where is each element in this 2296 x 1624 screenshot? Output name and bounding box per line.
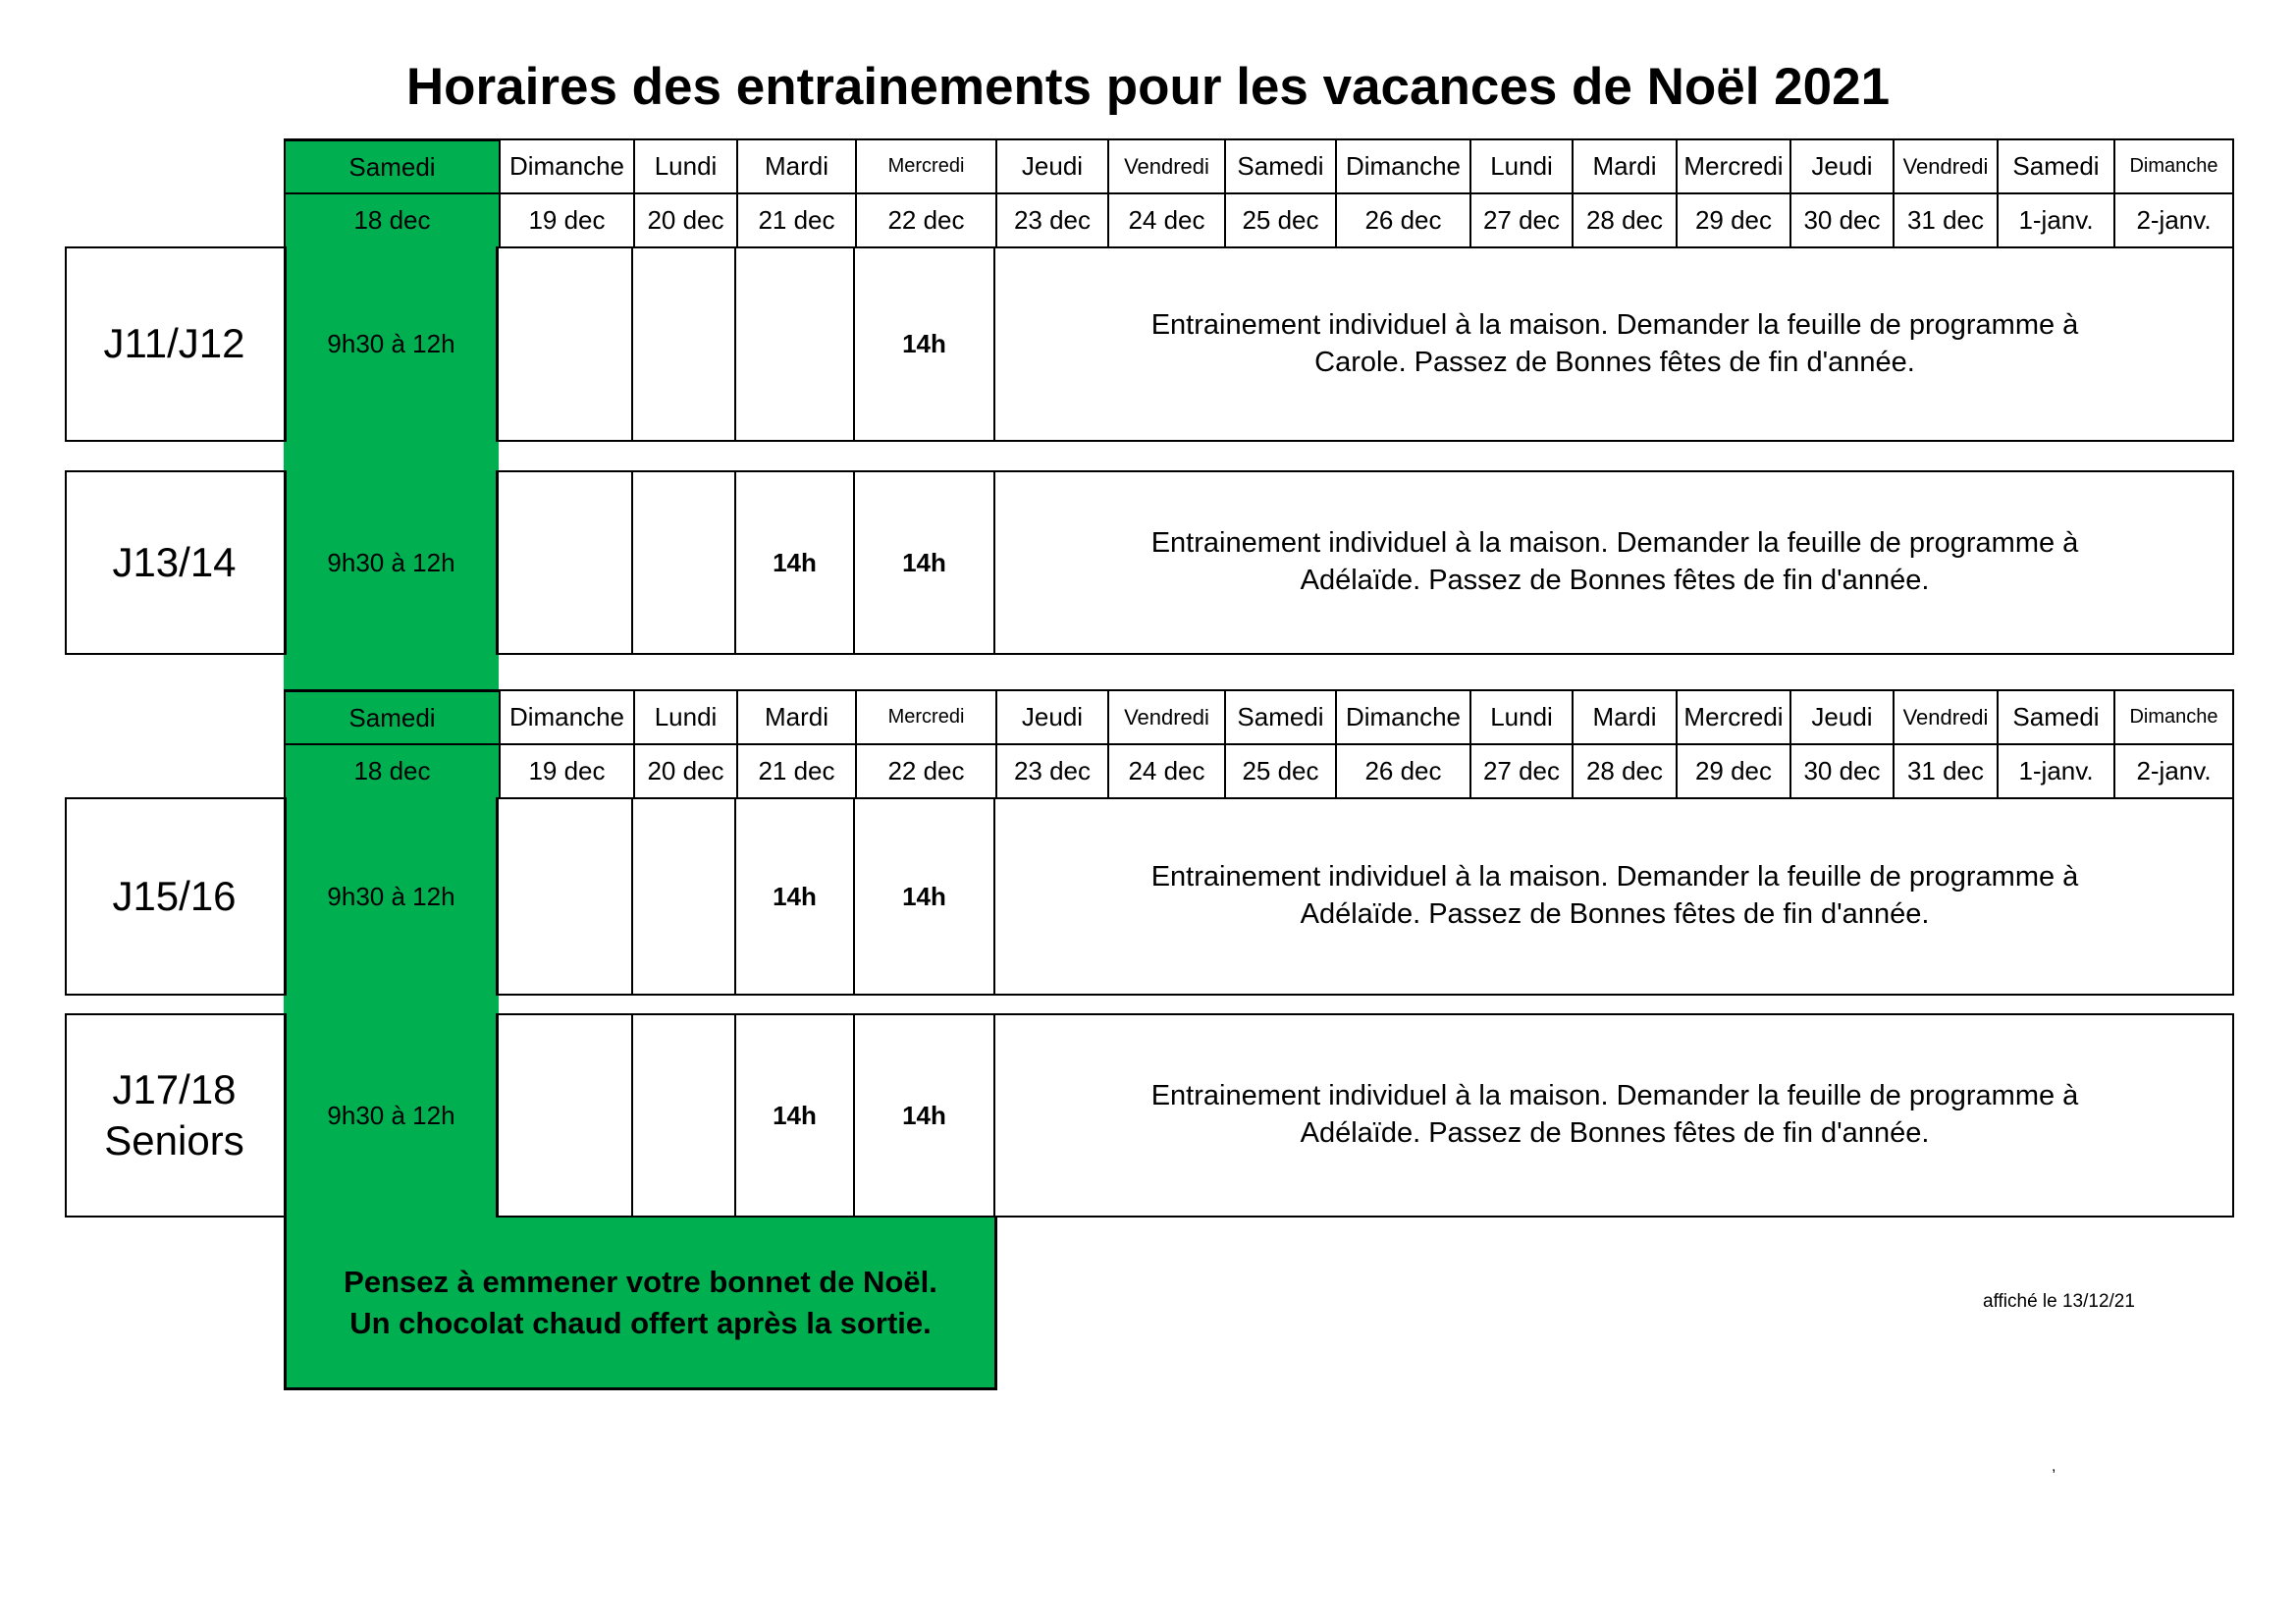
header-day-6: Vendredi: [1107, 138, 1224, 192]
header-day-11: Mercredi: [1676, 689, 1789, 743]
header-day-2: Lundi: [633, 138, 736, 192]
header-date-7: 25 dec: [1224, 743, 1335, 797]
header-date-11: 29 dec: [1676, 192, 1789, 246]
header-date-9: 27 dec: [1469, 743, 1572, 797]
header-date-9: 27 dec: [1469, 192, 1572, 246]
header-day-0: Samedi: [284, 689, 499, 743]
group-2-tuesday: 14h: [736, 797, 855, 996]
group-saturday-0: 9h30 à 12h: [284, 246, 499, 442]
group-label-3: J17/18 Seniors: [104, 1065, 244, 1164]
group-saturday-1: 9h30 à 12h: [284, 470, 499, 655]
group-0-tuesday: [736, 246, 855, 442]
header-day-4: Mercredi: [855, 689, 995, 743]
group-0-wednesday: 14h: [855, 246, 995, 442]
header-date-0: 18 dec: [284, 192, 499, 246]
note-line-2: Un chocolat chaud offert après la sortie.: [349, 1305, 932, 1340]
header-date-11: 29 dec: [1676, 743, 1789, 797]
group-1-wednesday: 14h: [855, 470, 995, 655]
header-day-0: Samedi: [284, 138, 499, 192]
header-day-3: Mardi: [736, 689, 855, 743]
header-date-8: 26 dec: [1335, 192, 1469, 246]
header-date-6: 24 dec: [1107, 743, 1224, 797]
header-day-8: Dimanche: [1335, 138, 1469, 192]
group-label-2: J15/16: [112, 872, 237, 919]
header-day-15: Dimanche: [2113, 689, 2234, 743]
header-day-1: Dimanche: [499, 138, 633, 192]
group-label-1: J13/14: [112, 538, 237, 585]
group-2-day-1: [499, 797, 633, 996]
note-box: [284, 1218, 997, 1390]
header-date-10: 28 dec: [1572, 743, 1676, 797]
header-day-1: Dimanche: [499, 689, 633, 743]
header-date-7: 25 dec: [1224, 192, 1335, 246]
group-1-day-2: [633, 470, 736, 655]
header-day-9: Lundi: [1469, 689, 1572, 743]
note-line-1: Pensez à emmener votre bonnet de Noël.: [344, 1264, 937, 1299]
group-0-day-1: [499, 246, 633, 442]
page-title: Horaires des entrainements pour les vacances de Noël 2021: [405, 58, 1891, 116]
header-date-14: 1-janv.: [1997, 743, 2113, 797]
header-date-4: 22 dec: [855, 743, 995, 797]
header-day-2: Lundi: [633, 689, 736, 743]
stray-mark: ,: [2052, 1458, 2056, 1475]
header-date-2: 20 dec: [633, 192, 736, 246]
group-2-day-2: [633, 797, 736, 996]
group-3-wednesday: 14h: [855, 1013, 995, 1218]
header-day-11: Mercredi: [1676, 138, 1789, 192]
header-date-3: 21 dec: [736, 743, 855, 797]
group-3-day-2: [633, 1013, 736, 1218]
group-2-wednesday: 14h: [855, 797, 995, 996]
header-date-13: 31 dec: [1893, 192, 1997, 246]
header-day-4: Mercredi: [855, 138, 995, 192]
header-date-2: 20 dec: [633, 743, 736, 797]
group-3-day-1: [499, 1013, 633, 1218]
header-day-9: Lundi: [1469, 138, 1572, 192]
group-saturday-3: 9h30 à 12h: [284, 1013, 499, 1218]
header-day-5: Jeudi: [995, 138, 1107, 192]
posted-date: affiché le 13/12/21: [1983, 1291, 2135, 1312]
header-date-13: 31 dec: [1893, 743, 1997, 797]
header-day-5: Jeudi: [995, 689, 1107, 743]
header-day-12: Jeudi: [1789, 689, 1893, 743]
header-day-10: Mardi: [1572, 689, 1676, 743]
group-0-day-2: [633, 246, 736, 442]
header-date-4: 22 dec: [855, 192, 995, 246]
header-date-1: 19 dec: [499, 192, 633, 246]
header-date-5: 23 dec: [995, 192, 1107, 246]
header-day-12: Jeudi: [1789, 138, 1893, 192]
group-saturday-2: 9h30 à 12h: [284, 797, 499, 996]
header-day-10: Mardi: [1572, 138, 1676, 192]
header-day-13: Vendredi: [1893, 689, 1997, 743]
header-day-15: Dimanche: [2113, 138, 2234, 192]
header-date-0: 18 dec: [284, 743, 499, 797]
header-date-12: 30 dec: [1789, 743, 1893, 797]
header-date-14: 1-janv.: [1997, 192, 2113, 246]
header-date-6: 24 dec: [1107, 192, 1224, 246]
group-2-message: Entrainement individuel à la maison. Demander la feuille de programme à Adélaïde. Passez de Bonnes fêtes de fin d'année.: [1150, 861, 2079, 930]
header-date-10: 28 dec: [1572, 192, 1676, 246]
group-3-message: Entrainement individuel à la maison. Demander la feuille de programme à Adélaïde. Passez de Bonnes fêtes de fin d'année.: [1150, 1080, 2079, 1149]
group-1-day-1: [499, 470, 633, 655]
header-date-8: 26 dec: [1335, 743, 1469, 797]
group-3-tuesday: 14h: [736, 1013, 855, 1218]
header-day-7: Samedi: [1224, 138, 1335, 192]
header-date-12: 30 dec: [1789, 192, 1893, 246]
group-0-message: Entrainement individuel à la maison. Demander la feuille de programme à Carole. Passez de Bonnes fêtes de fin d'année.: [1150, 308, 2079, 378]
header-date-3: 21 dec: [736, 192, 855, 246]
header-date-5: 23 dec: [995, 743, 1107, 797]
group-label-0: J11/J12: [103, 320, 245, 367]
header-date-15: 2-janv.: [2113, 743, 2234, 797]
group-1-tuesday: 14h: [736, 470, 855, 655]
header-day-14: Samedi: [1997, 689, 2113, 743]
header-day-3: Mardi: [736, 138, 855, 192]
header-date-1: 19 dec: [499, 743, 633, 797]
header-day-6: Vendredi: [1107, 689, 1224, 743]
header-day-14: Samedi: [1997, 138, 2113, 192]
header-day-8: Dimanche: [1335, 689, 1469, 743]
group-1-message: Entrainement individuel à la maison. Demander la feuille de programme à Adélaïde. Passez de Bonnes fêtes de fin d'année.: [1150, 527, 2079, 596]
header-date-15: 2-janv.: [2113, 192, 2234, 246]
header-day-7: Samedi: [1224, 689, 1335, 743]
header-day-13: Vendredi: [1893, 138, 1997, 192]
